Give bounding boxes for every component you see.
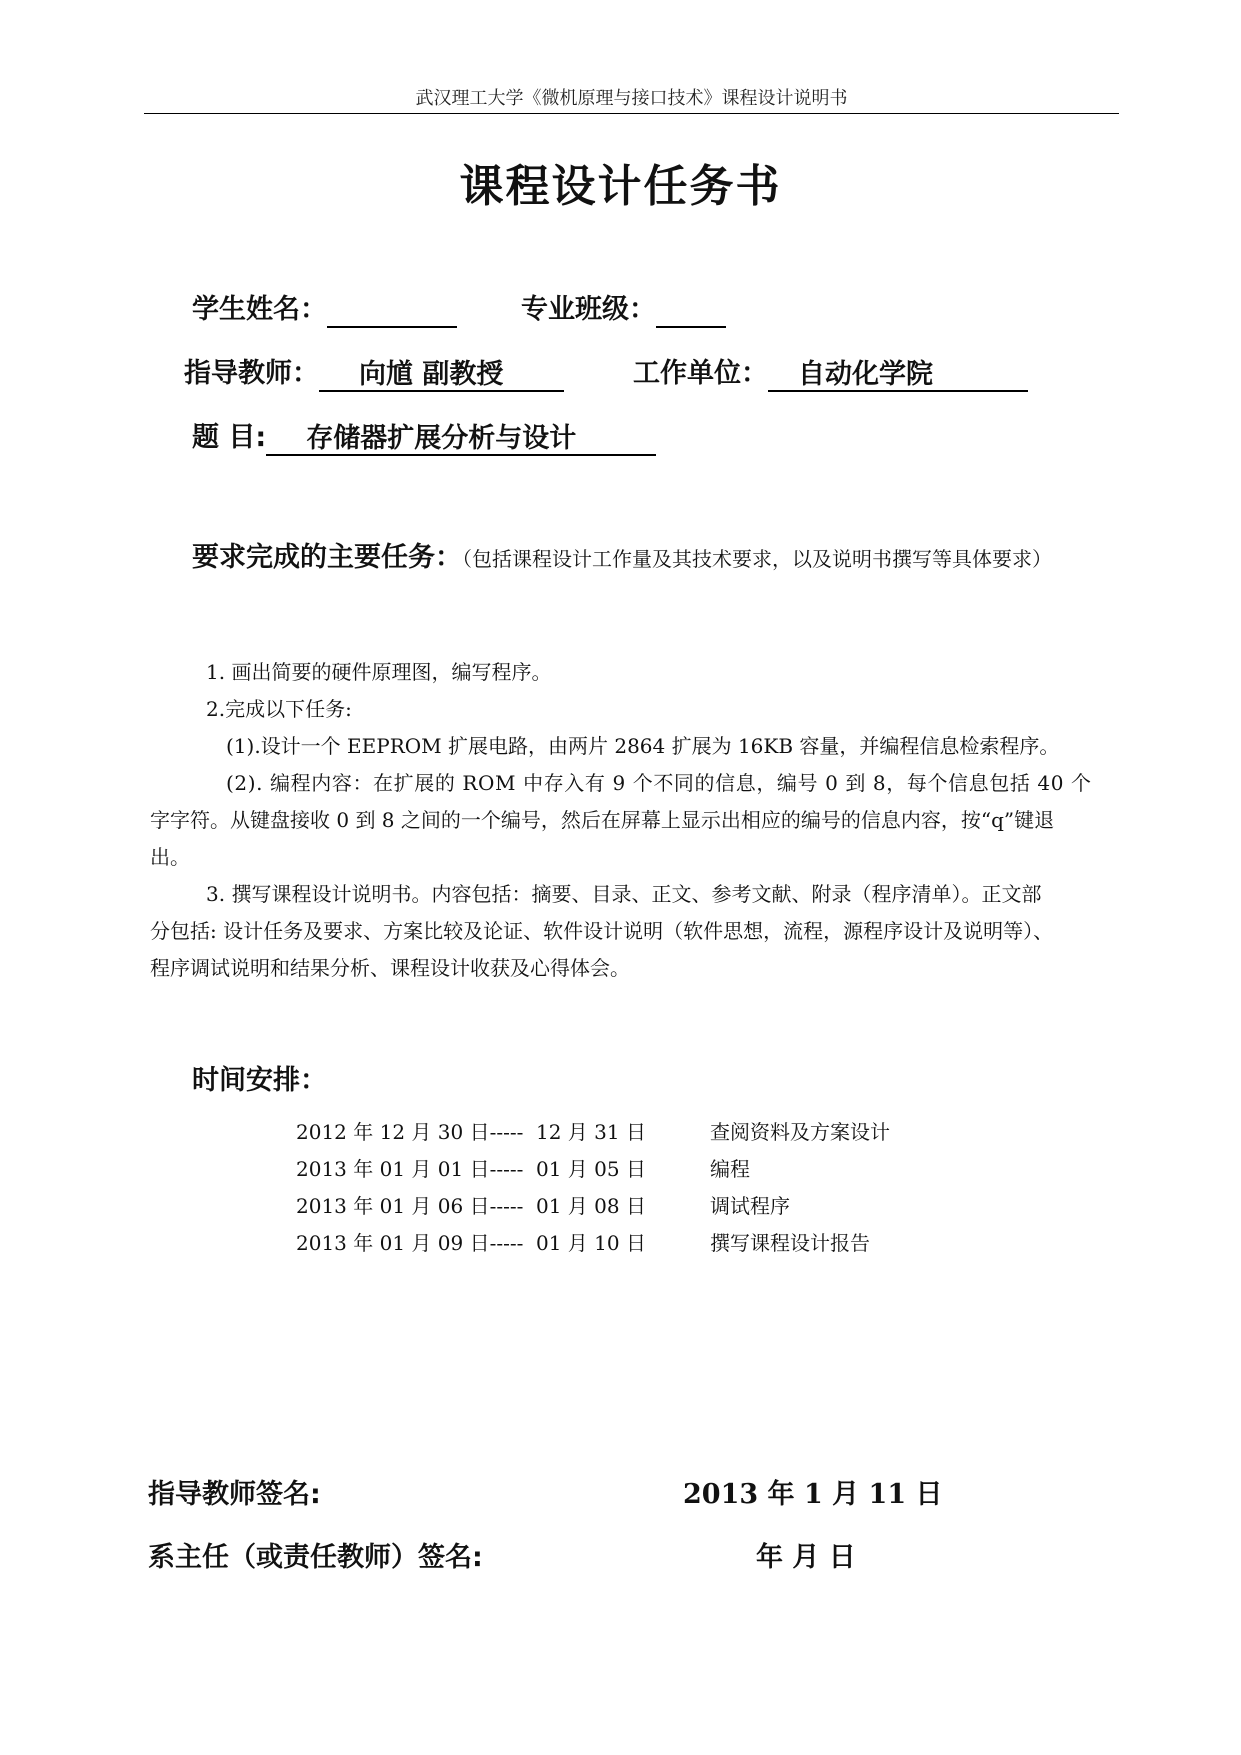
header-rule [144,113,1119,114]
advisor-row [184,356,564,392]
class-row [521,292,726,328]
topic-field: 存储器扩展分析与设计 [266,424,656,456]
task-line-5: 字字符。从键盘接收 0 到 8 之间的一个编号，然后在屏幕上显示出相应的编号的信息内容，按“q”键退 [150,808,1055,832]
advisor-label: 指导教师： [184,358,319,389]
class-field [656,326,726,328]
student-name-row [192,292,457,328]
task-line-1: 1. 画出简要的硬件原理图，编写程序。 [206,660,552,684]
schedule-task: 调试程序 [710,1194,790,1218]
unit-row [633,356,1028,392]
task-line-6: 出。 [150,845,190,869]
task-line-7: 3. 撰写课程设计说明书。内容包括：摘要、目录、正文、参考文献、附录（程序清单）。正文部 [206,882,1042,906]
schedule-end: 01 月 10 日 [536,1231,646,1255]
advisor-signature-label: 指导教师签名: [148,1479,321,1510]
schedule-end: 01 月 08 日 [536,1194,646,1218]
task-line-2: 2.完成以下任务: [206,697,352,721]
topic-label: 题 目: [192,422,267,453]
schedule-start: 2013 年 01 月 06 日----- [296,1194,524,1218]
unit-field: 自动化学院 [768,360,1028,392]
schedule-task: 编程 [710,1157,750,1181]
topic-row [192,420,656,456]
student-name-label: 学生姓名： [192,294,327,325]
requirements-heading [192,535,1052,574]
unit-label: 工作单位： [633,358,768,389]
schedule-task: 撰写课程设计报告 [710,1231,870,1255]
task-line-4: (2). 编程内容：在扩展的 ROM 中存入有 9 个不同的信息，编号 0 到 8，每个信息包括 40 个 [226,771,1092,795]
schedule-start: 2013 年 01 月 01 日----- [296,1157,524,1181]
schedule-start: 2013 年 01 月 09 日----- [296,1231,524,1255]
requirements-note: （包括课程设计工作量及其技术要求，以及说明书撰写等具体要求） [462,547,1052,571]
schedule-end: 12 月 31 日 [536,1120,646,1144]
advisor-field: 向馗 副教授 [319,360,564,392]
class-label: 专业班级： [521,294,656,325]
schedule-task: 查阅资料及方案设计 [710,1120,890,1144]
director-signature-date: 年 月 日 [756,1542,856,1573]
task-line-8: 分包括: 设计任务及要求、方案比较及论证、软件设计说明（软件思想，流程，源程序设计及说明等）、 [150,919,1054,943]
running-header: 武汉理工大学《微机原理与接口技术》课程设计说明书 [415,88,848,109]
task-line-3: (1).设计一个 EEPROM 扩展电路，由两片 2864 扩展为 16KB 容量，并编程信息检索程序。 [226,734,1060,758]
director-signature-label: 系主任（或责任教师）签名: [148,1542,483,1573]
schedule-label: 时间安排： [192,1065,327,1096]
schedule-start: 2012 年 12 月 30 日----- [296,1120,524,1144]
advisor-signature-date: 2013 年 1 月 11 日 [683,1479,943,1510]
requirements-label: 要求完成的主要任务： [192,542,462,573]
schedule-end: 01 月 05 日 [536,1157,646,1181]
page-title: 课程设计任务书 [459,161,782,212]
task-line-9: 程序调试说明和结果分析、课程设计收获及心得体会。 [150,956,630,980]
student-name-field [327,326,457,328]
